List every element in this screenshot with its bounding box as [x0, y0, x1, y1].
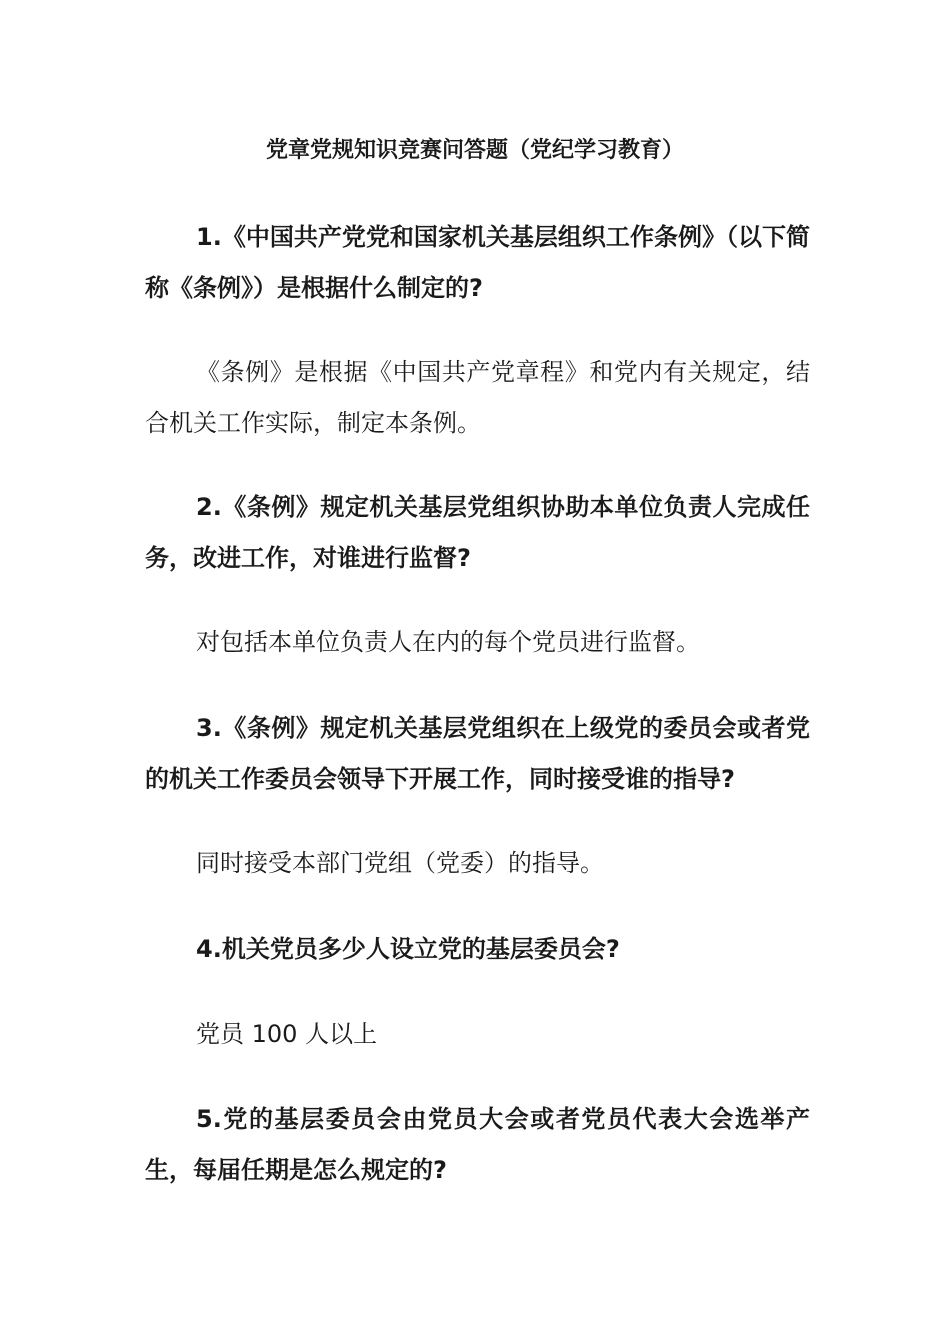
answer-4: 党员 100 人以上 — [196, 1020, 378, 1048]
answer-3: 同时接受本部门党组（党委）的指导。 — [196, 849, 604, 877]
answer-1: 《条例》是根据《中国共产党章程》和党内有关规定，结合机关工作实际，制定本条例。 — [145, 358, 810, 437]
document-title: 党章党规知识竞赛问答题（党纪学习教育） — [265, 138, 684, 163]
question-4: 4.机关党员多少人设立党的基层委员会? — [196, 935, 620, 963]
question-3: 3.《条例》规定机关基层党组织在上级党的委员会或者党的机关工作委员会领导下开展工作，同时接受谁的指导? — [145, 714, 810, 793]
question-2: 2.《条例》规定机关基层党组织协助本单位负责人完成任务，改进工作，对谁进行监督? — [145, 493, 810, 572]
question-5: 5.党的基层委员会由党员大会或者党员代表大会选举产生，每届任期是怎么规定的? — [145, 1105, 810, 1184]
answer-2: 对包括本单位负责人在内的每个党员进行监督。 — [196, 628, 700, 656]
question-1: 1.《中国共产党党和国家机关基层组织工作条例》（以下简称《条例》）是根据什么制定的? — [145, 223, 810, 302]
